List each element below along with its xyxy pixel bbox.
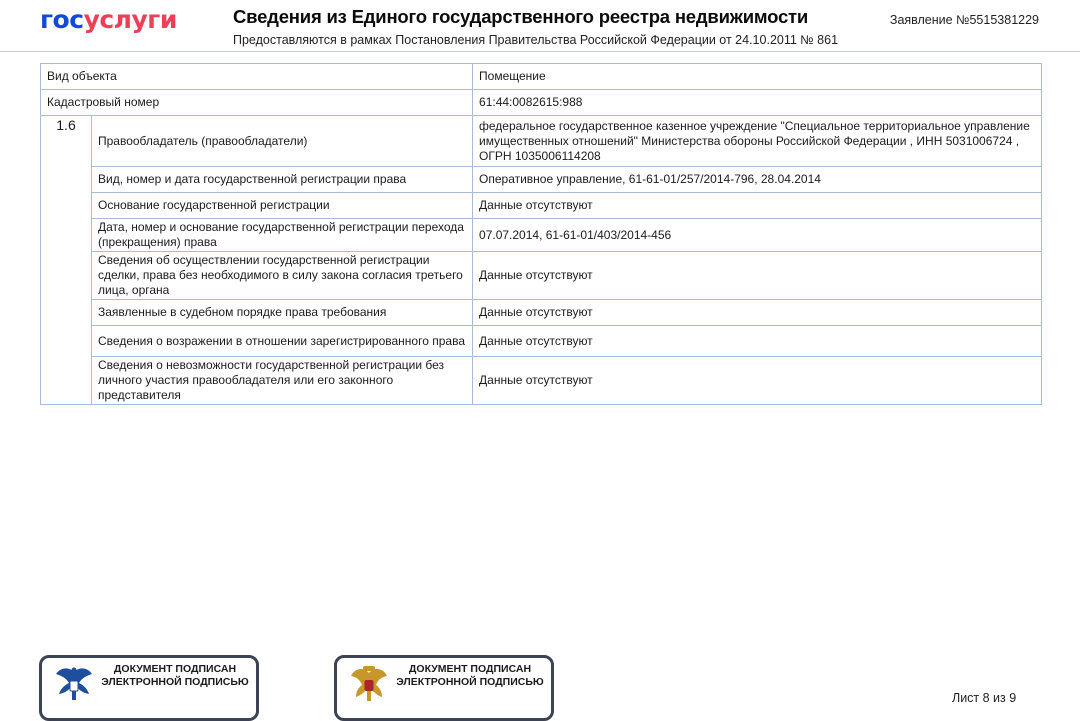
document-title: Сведения из Единого государственного реестра недвижимости — [233, 6, 809, 27]
table-row — [41, 252, 1042, 300]
table-row — [41, 116, 1042, 167]
row-label: Вид, номер и дата государственной регистрации права — [92, 167, 473, 193]
row-value: федеральное государственное казенное учреждение "Специальное территориальное управление имущественных отношений" Министерства обороны Российской Федерации , ИНН 5031006724 , ОГРН 1035006114208 — [473, 116, 1042, 167]
row-value: 07.07.2014, 61-61-01/403/2014-456 — [473, 219, 1042, 252]
row-label: Сведения об осуществлении государственной регистрации сделки, права без необходимого в силу закона согласия третьего лица, органа — [92, 252, 473, 300]
stamp-text: ДОКУМЕНТ ПОДПИСАН ЭЛЕКТРОННОЙ ПОДПИСЬЮ — [101, 663, 249, 688]
e-signature-stamp — [334, 655, 554, 721]
table-row — [41, 357, 1042, 405]
row-value: Данные отсутствуют — [473, 357, 1042, 405]
table-row — [41, 300, 1042, 326]
request-number: Заявление №5515381229 — [889, 13, 1039, 27]
object-type-value: Помещение — [473, 64, 1042, 90]
table-row — [41, 193, 1042, 219]
table-row — [41, 167, 1042, 193]
row-value: Оперативное управление, 61-61-01/257/2014-796, 28.04.2014 — [473, 167, 1042, 193]
row-label: Заявленные в судебном порядке права требования — [92, 300, 473, 326]
table-row — [41, 326, 1042, 357]
cadastral-number-value: 61:44:0082615:988 — [473, 90, 1042, 116]
object-type-label: Вид объекта — [41, 64, 473, 90]
logo-part-1: гос — [40, 5, 84, 34]
document-subtitle: Предоставляются в рамках Постановления Правительства Российской Федерации от 24.10.2011 № 861 — [233, 33, 839, 47]
logo-part-2: услуги — [83, 5, 177, 34]
row-label: Основание государственной регистрации — [92, 193, 473, 219]
row-label: Дата, номер и основание государственной регистрации перехода (прекращения) права — [92, 219, 473, 252]
cadastral-number-label: Кадастровый номер — [41, 90, 473, 116]
table-row — [41, 64, 1042, 90]
stamp-text: ДОКУМЕНТ ПОДПИСАН ЭЛЕКТРОННОЙ ПОДПИСЬЮ — [396, 663, 544, 688]
table-row — [41, 90, 1042, 116]
gosuslugi-logo[interactable] — [40, 5, 177, 34]
row-label: Сведения о невозможности государственной регистрации без личного участия правообладателя или его законного представителя — [92, 357, 473, 405]
row-value: Данные отсутствуют — [473, 193, 1042, 219]
e-signature-stamp — [39, 655, 259, 721]
row-value: Данные отсутствуют — [473, 252, 1042, 300]
rosreestr-emblem-icon — [54, 664, 94, 704]
row-value: Данные отсутствуют — [473, 326, 1042, 357]
document-header — [0, 0, 1080, 52]
row-label: Сведения о возражении в отношении зарегистрированного права — [92, 326, 473, 357]
row-label: Правообладатель (правообладатели) — [92, 116, 473, 167]
coat-of-arms-icon — [349, 664, 389, 704]
registry-table — [40, 63, 1042, 405]
row-value: Данные отсутствуют — [473, 300, 1042, 326]
table-row — [41, 219, 1042, 252]
section-number: 1.6 — [41, 116, 92, 405]
page-counter: Лист 8 из 9 — [952, 691, 1017, 705]
